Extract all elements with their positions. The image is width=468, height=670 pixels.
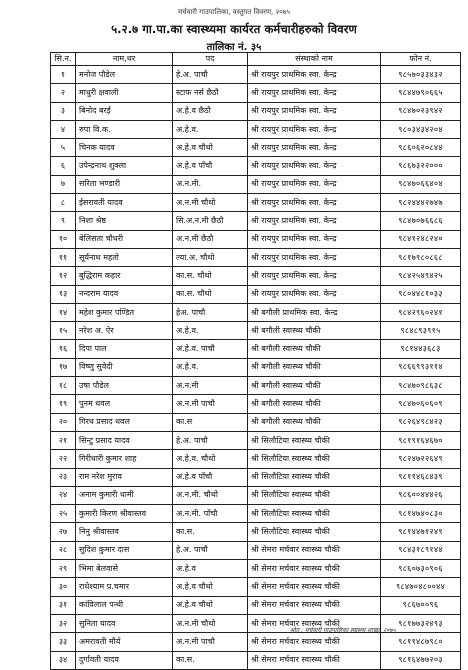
cell-phone: ९८११४८७९८० xyxy=(381,633,461,651)
table-row xyxy=(51,267,461,285)
cell-institution: श्री सेमरा मर्चवार स्वास्थ्य चौकी xyxy=(248,651,381,669)
cell-position: अ.न.मी छैठौ xyxy=(173,230,248,248)
cell-serial: ६ xyxy=(51,157,76,175)
cell-serial: २४ xyxy=(51,486,76,504)
cell-name: सिन्टु प्रसाद यादव xyxy=(76,431,173,449)
cell-institution: श्री रायपुर प्राथमिक स्वा. केन्द्र xyxy=(248,285,381,303)
cell-phone: ९८५७०३३४३२ xyxy=(381,66,461,84)
table-row xyxy=(51,614,461,632)
column-header-phone: फोन नं. xyxy=(381,53,461,66)
cell-position: अ.न.मी पाचौ xyxy=(173,633,248,651)
cell-serial: १९ xyxy=(51,395,76,413)
cell-institution: श्री रायपुर प्राथमिक स्वा. केन्द्र xyxy=(248,212,381,230)
cell-position: अ.हे.व पाँचौ xyxy=(173,468,248,486)
table-row xyxy=(51,322,461,340)
cell-serial: ३ xyxy=(51,102,76,120)
table-row xyxy=(51,468,461,486)
cell-position: अ.हे.व चौथो xyxy=(173,596,248,614)
cell-phone: ९८४८९३९१५ xyxy=(381,322,461,340)
cell-phone: ९८४७०६०६०९ xyxy=(381,395,461,413)
cell-serial: ७ xyxy=(51,175,76,193)
table-row xyxy=(51,633,461,651)
cell-position: का.स. xyxy=(173,523,248,541)
cell-serial: २७ xyxy=(51,523,76,541)
cell-institution: श्री सिलौटिया स्वास्थ्य चौकी xyxy=(248,450,381,468)
cell-phone: ९८४७०७६६८६ xyxy=(381,212,461,230)
source-note: श्रोत : मर्चवारी गाउपालिका स्वास्थ्य शाखा, २०७५ xyxy=(290,627,396,634)
cell-position: अ.न.मी. xyxy=(173,175,248,193)
cell-name: दुर्गावती यादव xyxy=(76,651,173,669)
cell-name: दिपा पाल xyxy=(76,340,173,358)
cell-phone: ९८१६४७७२०३ xyxy=(381,651,461,669)
cell-institution: श्री सेमरा मर्चवार स्वास्थ्य चौकी xyxy=(248,633,381,651)
cell-serial: २२ xyxy=(51,450,76,468)
cell-institution: श्री सेमरा मर्चवार स्वास्थ्य चौकी xyxy=(248,541,381,559)
cell-institution: श्री सेमरा मर्चवार स्वास्थ्य चौकी xyxy=(248,596,381,614)
document-header: मर्चवारी गाउपालिका, वस्तुगत विवरण, २०७५ xyxy=(177,8,291,16)
cell-position: अ.न.मी चौथो xyxy=(173,614,248,632)
cell-name: सूर्यनाथ महतो xyxy=(76,248,173,266)
cell-institution: श्री रायपुर प्राथमिक स्वा. केन्द्र xyxy=(248,194,381,212)
table-row xyxy=(51,523,461,541)
table-row xyxy=(51,175,461,193)
cell-position: अ.हे.व. पाचौ xyxy=(173,340,248,358)
cell-serial: १४ xyxy=(51,303,76,321)
cell-position: अ.न.मी पाचौ xyxy=(173,395,248,413)
cell-phone: ९८६००४४४२६ xyxy=(381,486,461,504)
cell-phone: ९८४७०९८६३८ xyxy=(381,377,461,395)
cell-name: निशा श्रेष्ठ xyxy=(76,212,173,230)
cell-name: उपेन्द्रनाथ शुक्ला xyxy=(76,157,173,175)
cell-institution: श्री रायपुर प्राथमिक स्वा. केन्द्र xyxy=(248,84,381,102)
cell-position: अ.हे.व. चौथो xyxy=(173,450,248,468)
cell-institution: श्री बगौली स्वास्थ्य चौकी xyxy=(248,358,381,376)
cell-institution: श्री सिलौटिया स्वास्थ्य चौकी xyxy=(248,431,381,449)
cell-name: बुद्धिराम कहार xyxy=(76,267,173,285)
cell-name: गिरध प्रसाद धवल xyxy=(76,413,173,431)
cell-phone: ९८४७०४८००४४ xyxy=(381,578,461,596)
cell-phone: ९८६०६२०८४४ xyxy=(381,139,461,157)
cell-name: निनु श्रीवास्तव xyxy=(76,523,173,541)
table-row xyxy=(51,358,461,376)
table-row xyxy=(51,102,461,120)
cell-position: हे.अ. पाचौ xyxy=(173,541,248,559)
cell-institution: श्री रायपुर प्राथमिक स्वा. केन्द्र xyxy=(248,267,381,285)
cell-name: कांविलाल पन्थी xyxy=(76,596,173,614)
table-row xyxy=(51,84,461,102)
table-row xyxy=(51,486,461,504)
cell-institution: श्री बगौली स्वास्थ्य चौकी xyxy=(248,395,381,413)
cell-institution: श्री बगौली स्वास्थ्य चौकी xyxy=(248,413,381,431)
cell-institution: श्री सिलौटिया स्वास्थ्य चौकी xyxy=(248,505,381,523)
cell-name: नरेश अ. ऐर xyxy=(76,322,173,340)
cell-phone: ९८६६९९३११४ xyxy=(381,358,461,376)
cell-institution: श्री रायपुर प्राथमिक स्वा. केन्द्र xyxy=(248,66,381,84)
cell-serial: १० xyxy=(51,230,76,248)
table-header-row xyxy=(51,53,461,66)
cell-position: अ.हे.व. xyxy=(173,322,248,340)
column-header-name: नाम,थर xyxy=(76,53,173,66)
cell-phone: ९८४२५४९४२५ xyxy=(381,267,461,285)
table-row xyxy=(51,651,461,669)
cell-institution: श्री सेमरा मर्चवार स्वास्थ्य चौकी xyxy=(248,614,381,632)
cell-name: राम नरेश मुराव xyxy=(76,468,173,486)
cell-name: उषा पौडेल xyxy=(76,377,173,395)
cell-phone: ९८२४४४२७४७ xyxy=(381,194,461,212)
table-row xyxy=(51,541,461,559)
cell-name: माधुरी क्षवाली xyxy=(76,84,173,102)
cell-phone: ९८१७९८०८६८ xyxy=(381,248,461,266)
cell-phone: ९८४७०६६४०४ xyxy=(381,175,461,193)
cell-serial: २३ xyxy=(51,468,76,486)
cell-name: सरिता भण्डारी xyxy=(76,175,173,193)
cell-institution: श्री रायपुर प्राथमिक स्वा. केन्द्र xyxy=(248,248,381,266)
cell-serial: ११ xyxy=(51,248,76,266)
cell-institution: श्री रायपुर प्राथमिक स्वा. केन्द्र xyxy=(248,175,381,193)
cell-serial: ५ xyxy=(51,139,76,157)
cell-institution: श्री बगौली स्वास्थ्य चौकी xyxy=(248,322,381,340)
table-row xyxy=(51,230,461,248)
cell-position: ल्या.अ. चौथो xyxy=(173,248,248,266)
staff-table xyxy=(50,52,461,670)
cell-serial: १६ xyxy=(51,340,76,358)
cell-serial: ४ xyxy=(51,120,76,138)
table-row xyxy=(51,450,461,468)
cell-phone: ९८०३४३४२०४ xyxy=(381,120,461,138)
cell-serial: ३१ xyxy=(51,596,76,614)
table-row xyxy=(51,505,461,523)
cell-phone: ९८१४४३६८३ xyxy=(381,340,461,358)
cell-position: हे.अ. पाचौ xyxy=(173,66,248,84)
cell-phone: ९८११४६८४३९ xyxy=(381,468,461,486)
cell-name: राधेश्याम प्र.चमार xyxy=(76,578,173,596)
cell-phone: ९८०४४८१०३३ xyxy=(381,285,461,303)
cell-serial: २८ xyxy=(51,541,76,559)
cell-serial: २० xyxy=(51,413,76,431)
cell-name: पुनम धवल xyxy=(76,395,173,413)
cell-position: का.स. चौथो xyxy=(173,267,248,285)
table-row xyxy=(51,377,461,395)
cell-position: अ.हे.व xyxy=(173,560,248,578)
cell-position: अ.न.मी. चौथो xyxy=(173,486,248,504)
cell-phone: ९८१४७४०८३० xyxy=(381,505,461,523)
cell-name: अमरावती मौर्य xyxy=(76,633,173,651)
cell-institution: श्री सेमरा मर्चवार स्वास्थ्य चौकी xyxy=(248,560,381,578)
cell-serial: १ xyxy=(51,66,76,84)
cell-position: हे.अ. पाचौ xyxy=(173,431,248,449)
cell-phone: ९८१९१६४६७० xyxy=(381,431,461,449)
table-row xyxy=(51,596,461,614)
cell-institution: श्री बगौली स्वास्थ्य चौकी xyxy=(248,340,381,358)
cell-serial: ८ xyxy=(51,194,76,212)
cell-serial: २ xyxy=(51,84,76,102)
cell-serial: १५ xyxy=(51,322,76,340)
cell-phone: ९८६०७३०९०६ xyxy=(381,560,461,578)
cell-institution: श्री सिलौटिया स्वास्थ्य चौकी xyxy=(248,486,381,504)
cell-serial: ३३ xyxy=(51,633,76,651)
cell-position: अ.हे.व चौथो xyxy=(173,139,248,157)
table-row xyxy=(51,285,461,303)
table-number: तालिका नं. ३५ xyxy=(206,42,262,53)
cell-position: अ.न.मी. पाँचौ xyxy=(173,505,248,523)
column-header-position: पद xyxy=(173,53,248,66)
cell-position: का.स. चौथो xyxy=(173,285,248,303)
table-row xyxy=(51,395,461,413)
cell-serial: ३४ xyxy=(51,651,76,669)
cell-position: अ.हे.व छैठौ xyxy=(173,102,248,120)
cell-name: सुदिश कुमार दास xyxy=(76,541,173,559)
cell-name: बेलिसता चौधरी xyxy=(76,230,173,248)
cell-institution: श्री रायपुर प्राथमिक स्वा. केन्द्र xyxy=(248,139,381,157)
cell-position: अ.न.मी चौथो xyxy=(173,194,248,212)
section-title: ५.२.७ गा.पा.का स्वास्थ्यमा कार्यरत कर्मचारीहरुको विवरण xyxy=(111,22,357,36)
cell-position: अ.हे.व पाँचौ xyxy=(173,157,248,175)
cell-serial: ३० xyxy=(51,578,76,596)
cell-institution: श्री सेमरा मर्चवार स्वास्थ्य चौकी xyxy=(248,578,381,596)
cell-position: अ.हे.व चौथो xyxy=(173,578,248,596)
cell-serial: २९ xyxy=(51,560,76,578)
cell-name: सुनिता यादव xyxy=(76,614,173,632)
cell-position: अ.हे.व. xyxy=(173,358,248,376)
cell-name: विष्णु सुवेदी xyxy=(76,358,173,376)
cell-position: सि.अ.न.मी छैठौ xyxy=(173,212,248,230)
cell-phone: ९८६७००९६ xyxy=(381,596,461,614)
cell-position: हेअ. पाचौ xyxy=(173,303,248,321)
cell-serial: १८ xyxy=(51,377,76,395)
cell-institution: श्री बगौली प्राथमिक स्वा. केन्द्र xyxy=(248,303,381,321)
cell-institution: श्री सिलौटिया स्वास्थ्य चौकी xyxy=(248,523,381,541)
cell-serial: २५ xyxy=(51,505,76,523)
table-row xyxy=(51,66,461,84)
cell-name: मनोज पौडेल xyxy=(76,66,173,84)
cell-phone: ९८२६४९८४२३ xyxy=(381,413,461,431)
cell-institution: श्री रायपुर प्राथमिक स्वा. केन्द्र xyxy=(248,230,381,248)
cell-name: महेश कुमार पण्डित xyxy=(76,303,173,321)
cell-serial: २१ xyxy=(51,431,76,449)
table-row xyxy=(51,560,461,578)
cell-institution: श्री रायपुर प्राथमिक स्वा. केन्द्र xyxy=(248,102,381,120)
cell-institution: श्री सिलौटिया स्वास्थ्य चौकी xyxy=(248,468,381,486)
column-header-serial: सि.न. xyxy=(51,53,76,66)
cell-institution: श्री रायपुर प्राथमिक स्वा. केन्द्र xyxy=(248,157,381,175)
cell-name: अनाम कुमारी धामी xyxy=(76,486,173,504)
table-row xyxy=(51,212,461,230)
table-row xyxy=(51,303,461,321)
cell-phone: ९८४७०२३९४२ xyxy=(381,102,461,120)
cell-name: भिमा बेलवासे xyxy=(76,560,173,578)
cell-serial: ९ xyxy=(51,212,76,230)
table-body xyxy=(51,66,461,670)
table-row xyxy=(51,248,461,266)
cell-name: बिनोद बरई xyxy=(76,102,173,120)
table-row xyxy=(51,340,461,358)
cell-name: नन्दराम यादव xyxy=(76,285,173,303)
cell-phone: ९८१४४७१२४९ xyxy=(381,523,461,541)
cell-position: अ.हे.व. xyxy=(173,120,248,138)
cell-phone: ९८४४७९०६६५ xyxy=(381,84,461,102)
cell-phone: ९८४१२४८२४० xyxy=(381,230,461,248)
cell-position: का.स. xyxy=(173,651,248,669)
cell-serial: ३२ xyxy=(51,614,76,632)
cell-serial: १७ xyxy=(51,358,76,376)
table-row xyxy=(51,157,461,175)
cell-phone: ९८१७७३२४९३ xyxy=(381,614,461,632)
cell-position: स्टाफ नर्स छैठौ xyxy=(173,84,248,102)
cell-name: गिरीधारी कुमार शाह xyxy=(76,450,173,468)
table-row xyxy=(51,120,461,138)
column-header-institution: संस्थाको नाम xyxy=(248,53,381,66)
cell-serial: १२ xyxy=(51,267,76,285)
cell-name: ईसरावती यादव xyxy=(76,194,173,212)
cell-institution: श्री बगौली स्वास्थ्य चौकी xyxy=(248,377,381,395)
cell-institution: श्री रायपुर प्राथमिक स्वा. केन्द्र xyxy=(248,120,381,138)
cell-name: रुपा वि.क. xyxy=(76,120,173,138)
table-row xyxy=(51,139,461,157)
cell-position: अ.न.मी xyxy=(173,377,248,395)
cell-phone: ९८६७३२२००० xyxy=(381,157,461,175)
cell-phone: ९८४२९६०२४१ xyxy=(381,303,461,321)
table-row xyxy=(51,578,461,596)
cell-serial: १३ xyxy=(51,285,76,303)
table-row xyxy=(51,431,461,449)
cell-name: कुमारी किरण श्रीवास्तव xyxy=(76,505,173,523)
cell-phone: ९८४३१८९१४४ xyxy=(381,541,461,559)
cell-position: का.स xyxy=(173,413,248,431)
table-row xyxy=(51,194,461,212)
table-row xyxy=(51,413,461,431)
cell-phone: ९८२४७२२६४९ xyxy=(381,450,461,468)
cell-name: चिनक यादव xyxy=(76,139,173,157)
